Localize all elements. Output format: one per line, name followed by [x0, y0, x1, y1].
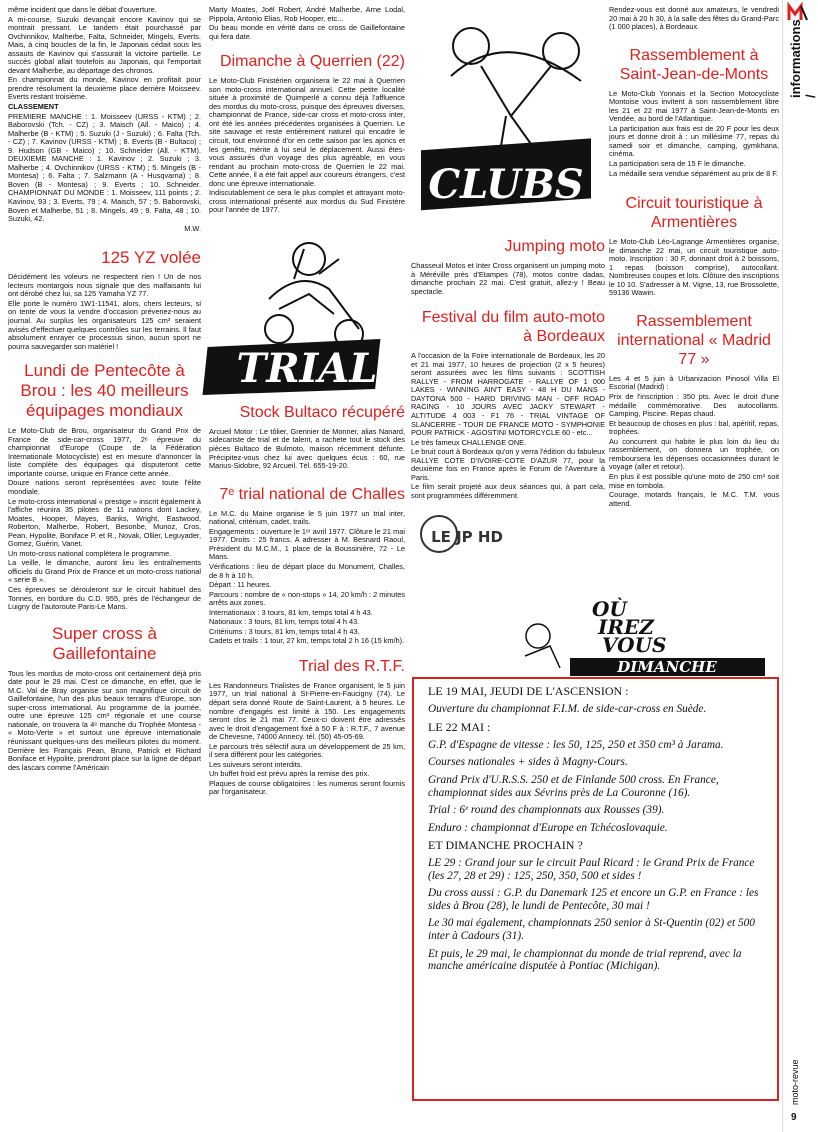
paragraph: Au concurrent qui habite le plus loin du lieu du rassemblement, on donnera un trophée, on remboursera les dépenses occasionnées durant le voyage (aller et retour).	[609, 436, 779, 472]
logo-line-4: DIMANCHE	[617, 658, 717, 676]
heading-jumping-moto: Jumping moto	[504, 238, 605, 255]
paragraph: La participation sera de 15 F le dimanche.	[609, 159, 746, 169]
ou-irez-vous-dimanche-logo	[520, 596, 775, 678]
paragraph: Et beaucoup de choses en plus : bal, apéritif, repas, trophées.	[609, 418, 779, 437]
paragraph: Le bruit court à Bordeaux qu'on y verra l'édition du fabuleux RALLYE COTE D'IVOIRE-COTE D'AZUR 77, pour la deuxième fois en France après le Forum de l'Aventure à Paris.	[411, 447, 605, 482]
watermark-logo	[417, 504, 605, 566]
paragraph: Le Moto-Club Finistérien organisera le 22 mai à Querrien son moto-cross international annuel. Cette petite localité située à proximité de Quimperlé a connu déjà l'affluence des mordus du moto-cross, puisque des épreuves diverses, championnat de France, side-car cross et moto-cross inter, ont été les années précédentes organisées à Querrien. Le site sauvage et reste entièrement naturel qui encadre le circuit, tout environné d'or en cette saison par les ajoncs et les genêts, mérite à lui seul le déplacement. Aussi êtes-vous assurés d'un voyage des plus agréable, en vous rendant au prochain moto-cross de Querrien le 22 mai. Cette année, il a été fait appel aux coureurs étrangers, c'est donc une épreuve internationale.	[209, 76, 405, 188]
box-item: Du cross aussi : G.P. du Danemark 125 et encore un G.P. en France : les sides à Brou (28), le lundi de Pentecôte, 30 mai !	[428, 887, 759, 912]
paragraph: Le film serait projeté aux deux séances qui, à part cela, sont programmées différemment.	[411, 482, 605, 500]
column-1	[8, 6, 201, 1126]
paragraph: Indiscutablement ce sera le plus complet et attrayant moto-cross international présenté aux mordus du Sud Finistère pour l'année de 1977.	[209, 188, 405, 215]
paragraph: Arcueil Motor : Le tôlier, Grennier de Monner, alias Nanard, sidecariste de trial et de talent, a rachete tout le stock des pièces Bultaco de Bulmoto, maison récemment défunte. Précipitez-vous chez lui avec quelques écus : 60, rue Marius-Sidobre, 92 Arcueil. Tél. 655-19-20.	[209, 426, 405, 471]
paragraph: Chasseuil Motos et Inter Cross organisent un jumping moto à Méréville près d'Etampes (78), motos contre dadas, dimanche prochain 22 mai. C'est gratuit, allez-y ! Beau spectacle.	[411, 261, 605, 296]
box-item: Courses nationales + sides à Magny-Cours.	[428, 756, 628, 769]
paragraph: Cadets et trails : 1 tour, 27 km, temps total 2 h 16 (15 km/h).	[209, 636, 405, 646]
author-signature: M.W.	[184, 223, 201, 233]
page-number: 9	[791, 1112, 797, 1123]
paragraph: Courage, motards français, le M.C. T.M. vous attend.	[609, 490, 779, 508]
trial-rider-illustration	[209, 219, 405, 399]
paragraph: Parcours : nombre de « non-stops » 14, 20 km/h : 2 minutes arrêts aux zones.	[209, 589, 405, 608]
box-item: Le 30 mai également, championnats 250 senior à St-Quentin (02) et 500 inter à Cadours (31).	[428, 917, 755, 942]
paragraph: En championnat du monde, Kavinov en profitait pour prendre résolument la deuxième place derrière Moisseev. Everts restant troisième.	[8, 75, 201, 102]
paragraph: Marty Moates, Joël Robert, André Malherbe, Arne Lodal, Pippola, Antonio Elias, Rob Hooper, etc...	[209, 5, 405, 23]
logo-line-2: IREZ	[598, 615, 654, 639]
paragraph: Les Randonneurs Trialistes de France organisent, le 5 juin 1977, un trial national à St-Pierre-en-Faucigny (74). Le départ sera donné Route de Saint-Laurent, à 5 heures. Le nombre d'engagés est limité à 150. Les engagements seront clos le 21 mai 77. Ceux-ci doivent être adressés avec le droit d'engagement fixé à 50 F à : R.T.F., 7 avenue de Chevesne, 74000 Annecy. tél. (50) 45-05-69.	[209, 680, 405, 742]
section-label: informations /	[788, 19, 818, 98]
paragraph: Le très fameux CHALLENGE ONE.	[411, 437, 527, 447]
logo-line-1: OÙ	[592, 597, 627, 621]
paragraph: Le moto-cross international « prestige » inscrit également à l'affiche réunira 35 pilotes de 11 nations dont Lackey, Moates, Hooper, Mayes, Banks, Wright, Eastwood, Roberton, Malherbe, Robert, Besonbe, Munoz, Cros, Pean, Hypolite, Boniface P. et R., Novak, Ollier, Leguyader, Gomez, Guérin, Vanet.	[8, 496, 201, 549]
heading-madrid-77: Rassemblement international « Madrid 77 »	[617, 312, 771, 368]
box-item: Enduro : championnat d'Europe en Tchécoslovaquie.	[428, 821, 668, 834]
paragraph: La participation aux frais est de 20 F pour les deux jours et donne droit à : un millésime 77, repas du samedi soir et dimanche, camping, gymkhana, cinéma.	[609, 123, 779, 159]
paragraph: Prix de l'inscription : 350 pts. Avec le droit d'une médaille commémorative. Des autocollants. Camping, Piscine. Repas chaud.	[609, 392, 779, 419]
paragraph: Les 4 et 5 juin à Urbanizacion Pinosol Villa El Escorial (Madrid) :	[609, 373, 779, 392]
paragraph: La veille, le dimanche, auront lieu les entraînements officiels du Grand Prix de France et un moto-cross national « serie B ».	[8, 558, 201, 585]
paragraph: Elle porte le numéro 1W1-11541, alors, chers lecteurs, si on tente de vous la vendre d'occasion prévenez-nous au journal. Au surplus les organisateurs 125 cm³ seraient avisés d'effectuer quelques contrôles sur les terrains. Il faut absolument enrayer ce processus sinon, aucun sport ne pourra sauvegarder son matériel !	[8, 298, 201, 351]
heading-challes: 7ᵉ trial national de Challes	[219, 485, 405, 503]
heading-125-yz-volee: 125 YZ volée	[101, 248, 201, 268]
box-heading-19-mai: LE 19 MAI, JEUDI DE L'ASCENSION :	[428, 684, 629, 698]
paragraph: Internationaux : 3 tours, 81 km, temps total 4 h 43.	[209, 607, 373, 617]
clubs-rider-illustration	[411, 6, 605, 234]
heading-trial-rtf: Trial des R.T.F.	[298, 657, 405, 675]
box-heading-22-mai: LE 22 MAI :	[428, 720, 491, 735]
box-item: Trial : 6ᵉ round des championnats aux Rousses (39).	[428, 804, 665, 817]
paragraph: Douze nations seront représentées avec toute l'élite mondiale.	[8, 478, 201, 496]
paragraph: Les suiveurs seront interdits.	[209, 759, 303, 769]
paragraph: La médaille sera vendue séparément au prix de 8 F.	[609, 168, 779, 178]
paragraph: même incident que dans le débat d'ouverture.	[8, 5, 157, 14]
paragraph: Le parcours très sélectif aura un développement de 25 km, il sera différent pour les catégories.	[209, 741, 405, 760]
box-item: LE 29 : Grand jour sur le circuit Paul Ricard : le Grand Prix de France (les 27, 28 et 29) : 125, 250, 350, 500 et sides !	[428, 856, 755, 882]
paragraph: Engagements : ouverture le 1ᵉʳ avril 1977. Clôture le 21 mai 1977. Droits : 25 francs. A adresser à M. Besnard Raoul, Président du M.C.M., 1 place de la Boussinière, 72 - Le Mans.	[209, 526, 405, 562]
paragraph: Critériums : 3 tours, 81 km, temps total 4 h 43.	[209, 626, 360, 636]
paragraph: A mi-course, Suzuki devançait encore Kavinov qui se montrait pressant. Le tandem était pourchassé par Ovchinnikov, Malherbe, Falta, Schneider, Mingels, Everts. Mais, à cinq boucles de la fin, le Japonais cédait sous les assauts de Kavinov qui s'assurait la victoire partielle. Le succès global allait toutefois au Japonais, qui l'emportait devant Malherbe, au départage des chronos.	[8, 14, 201, 75]
heading-circuit-armentieres: Circuit touristique à Armentières	[625, 195, 763, 232]
paragraph: Un moto-cross national complètera le programme.	[8, 548, 172, 558]
events-box	[412, 677, 779, 1101]
paragraph: Rendez-vous est donné aux amateurs, le vendredi 20 mai à 20 h 30, à la salle des fêtes du Grand-Parc (1 000 places), à Bordeaux.	[609, 5, 779, 32]
paragraph: Le M.C. du Maine organise le 5 juin 1977 un trial inter, national, critérium, cadet, trails.	[209, 508, 405, 527]
paragraph: Un buffet froid est prévu après la remise des prix.	[209, 769, 370, 779]
heading-querrien: Dimanche à Querrien (22)	[220, 53, 405, 71]
heading-festival-film: Festival du film auto-moto à Bordeaux	[421, 309, 605, 346]
heading-lundi-pentecote: Lundi de Pentecôte à Brou : les 40 meilleurs équipages mondiaux	[20, 361, 189, 421]
paragraph: Décidément les voleurs ne respectent rien ! Un de nos lecteurs montargois nous signale que des malfaisants lui ont dérobé chez lui, sa 125 Yamaha YZ 77.	[8, 272, 201, 299]
paragraph: Nationaux : 3 tours, 81 km, temps total 4 h 43.	[209, 617, 360, 627]
trial-logo-text: TRIAL	[236, 344, 378, 392]
paragraph: Du beau monde en vérité dans ce cross de Gaillefontaine qui fera date.	[209, 23, 405, 41]
box-item: Et puis, le 29 mai, le championnat du monde de trial reprend, avec la manche américaine disputée à Pontiac (Michigan).	[428, 947, 742, 973]
paragraph: Le Moto-Club de Brou, organisateur du Grand Prix de France de side-car-cross 1977, 2ᵉ épreuve du championnat d'Europe (Coupe de la Fédération Internationale Motocycliste) est en mesure d'annoncer la liste complète des équipages qui disputeront cette importante course, unique en France cette année.	[8, 426, 201, 478]
paragraph: Ces épreuves se dérouleront sur le circuit habituel des Tonnes, en bordure du C.D. 955, près de l'échangeur de Luigny de l'autoroute Paris-Le Mans.	[8, 584, 201, 612]
watermark-text: LE JP HD	[431, 528, 503, 547]
paragraph: En plus il est possible qu'une moto de 250 cm³ soit mise en tombola.	[609, 471, 779, 490]
paragraph: Tous les mordus de moto-cross ont certainement déjà pris date pour le 29 mai. C'est ce dimanche, en effet, que le M.C. Val de Bray organise sur son magnifique circuit de Gaillefontaine, l'un des plus beaux terrains d'Europe, son super-cross international. Au programme de la journée, outre une épreuve 125 cm³ régionale et une course nationale, on trouvera la 4ᵉ manche du Trophée Montesa - « Moto-Verte » et surtout une épreuve internationale réunissant quelques-uns des meilleurs pilotes du moment. Derrière les Français Pean, Bruno, Patrick et Richard Boniface et Hypolite, prendront place sur la ligne de départ des lascars comme l'Américain	[8, 668, 201, 772]
heading-rassemblement-saint-jean: Rassemblement à Saint-Jean-de-Monts	[619, 46, 769, 83]
box-item: Ouverture du championnat F.I.M. de side-car-cross en Suède.	[428, 702, 707, 715]
paragraph: Le Moto-Club Yonnais et la Section Motocycliste Montoise vous invitent à son rassemblement libre les 21 et 22 mai 1977 à Saint-Jean-de-Monts en Vendée, au bord de l'Atlantique.	[609, 88, 779, 124]
paragraph: A l'occasion de la Foire internationale de Bordeaux, les 20 et 21 mai 1977, 10 heures de projection (2 x 5 heures) seront assurées avec les films suivants : SCOTTISH RALLYE - FROM HARROGATE - RALLYE OF 1 000 LAKES - WINNING AIN'T EASY - 48 H DU MANS - DAYTONA 500 - HARD DRIVING MAN - OFF ROAD RACING - 10 JOURS AVEC JACKY STEWART - ALTITUDE 4 003 - F1 76 - TRIAL VINTAGE OF SLANCERRE - TOUR DE FRANCE MOTO - SYMPHONIE POUR PATRICK - AGOSTINI MOTORCYCLE 60 - etc...	[411, 351, 605, 438]
heading-stock-bultaco: Stock Bultaco récupéré	[239, 403, 405, 421]
box-item: Grand Prix d'U.R.S.S. 250 et de Finlande 500 cross. En France, championnat sides aux Sévrins près de La Couronne (16).	[428, 773, 719, 799]
paragraph: Le Moto-Club Léo-Lagrange Armentières organise, le dimanche 22 mai, un circuit touristique auto-moto. Inscription : 30 F, donnant droit à 2 boissons, 1 repas (boisson comprise), autocollant. Nombreuses coupes et lots. Clôture des inscriptions le 10 10. S'adresser à M. Vigne, 13, rue Brossolette, 59136 Wawin.	[609, 237, 779, 298]
box-item: G.P. d'Espagne de vitesse : les 50, 125, 250 et 350 cm³ à Jarama.	[428, 738, 724, 751]
box-heading-dimanche-prochain: ET DIMANCHE PROCHAIN ?	[428, 838, 583, 853]
classement-results: PREMIERE MANCHE : 1. Moisseev (URSS - KTM) ; 2. Baborovski (Tch. - CZ) ; 3. Maisch (All. - Maico) ; 4. Malherbe (B - KTM) ; 5. Suzuki (J - Suzuki) ; 6. Falta (Tch. - CZ) ; 7. Kavinov (URSS - KTM) ; 8. Everts (B - Bultaco) ; 9. Hudson (GB - Maico) ; 10. Schneider (All. - KTM). DEUXIEME MANCHE : 1. Kavinov ; 2. Suzuki ; 3. Malherbe ; 4. Ovchinnikov (URSS - KTM) ; 5. Mingels (B - Montesa) ; 6. Falta ; 7. Salzmann (A - Husqvarna) ; 8. Boven (B - Montesa) ; 9. Everts ; 10. Schneider. CHAMPIONNAT DU MONDE : 1. Moisseev, 111 points ; 2. Kavinov, 93 ; 3. Everts, 79 ; 4. Maisch, 57 ; 5. Baborovski, Boven et Malherbe, 51 ; 8. Mingels, 49 ; 9. Falta, 48 ; 10. Suzuki, 42.	[8, 111, 201, 224]
heading-super-cross: Super cross à Gaillefontaine	[52, 623, 157, 663]
magazine-name: moto-revue	[790, 1059, 800, 1105]
clubs-logo-text: CLUBS	[428, 161, 584, 208]
page-sidebar	[782, 0, 818, 1132]
column-2	[209, 6, 405, 1126]
paragraph: Plaques de course obligatoires : les numeros seront fournis par l'organisateur.	[209, 778, 405, 797]
logo-line-3: VOUS	[602, 633, 667, 657]
classement-title: CLASSEMENT	[8, 102, 59, 112]
paragraph: Départ : 11 heures.	[209, 580, 272, 590]
paragraph: Vérifications : lieu de départ place du Monument, Challes, de 8 h à 10 h.	[209, 561, 405, 580]
